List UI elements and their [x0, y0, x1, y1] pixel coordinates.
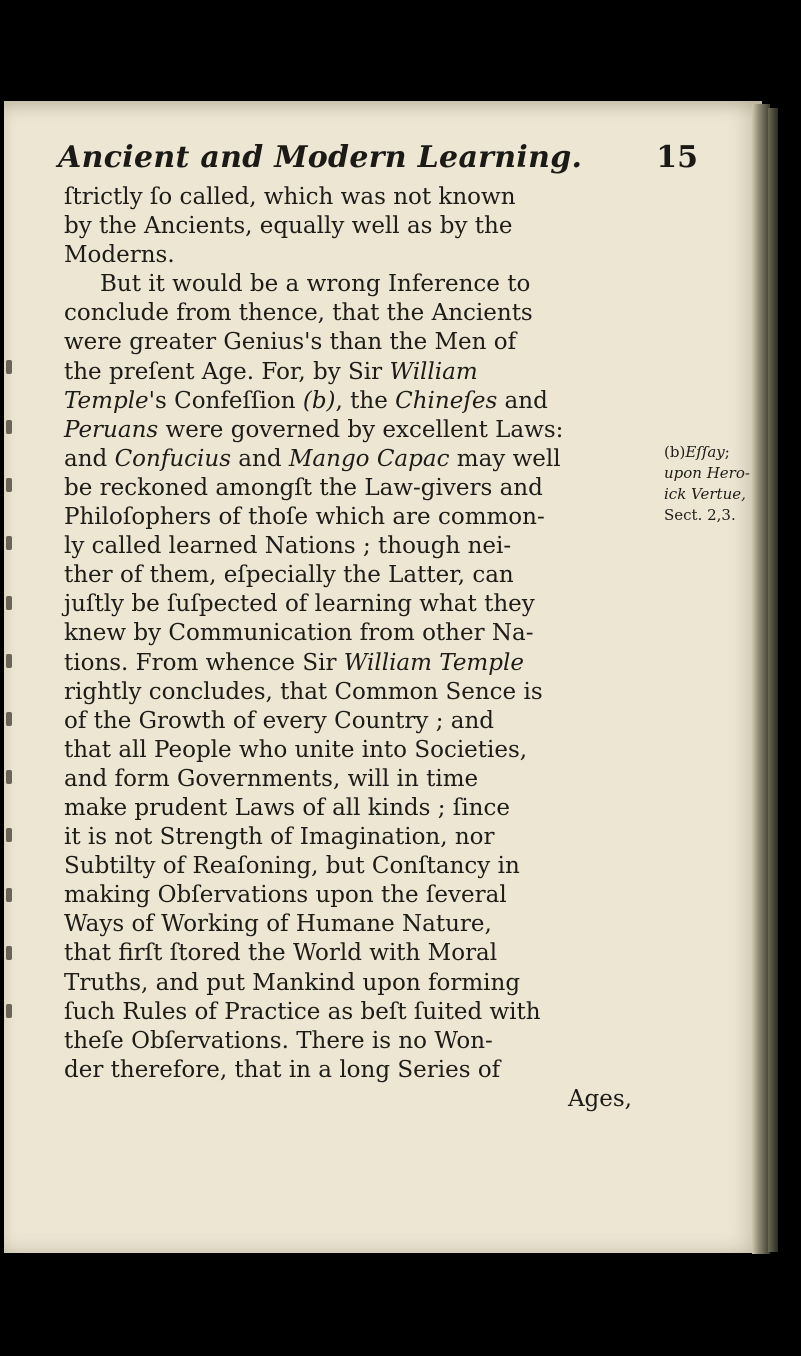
- text-line: Ways of Working of Humane Nature,: [64, 911, 492, 938]
- text-run: and: [231, 445, 289, 472]
- catchword: Ages,: [567, 1085, 632, 1112]
- text-line: [64, 445, 672, 474]
- gutter-shadow-marks: [4, 360, 18, 1060]
- margin-note: [664, 442, 754, 526]
- text-line: theſe Obſervations. There is no Won-: [64, 1027, 493, 1054]
- footnote-ref: (b): [302, 387, 336, 414]
- italic-name: William Temple: [343, 649, 524, 676]
- margin-punct: ;: [724, 443, 730, 461]
- text-line: der therefore, that in a long Series of: [64, 1056, 501, 1083]
- text-line: [64, 416, 672, 445]
- text-line: it is not Strength of Imagination, nor: [64, 824, 495, 851]
- text-line: [64, 387, 672, 416]
- text-line: that all People who unite into Societies,: [64, 736, 528, 763]
- margin-mark: (b): [664, 443, 686, 461]
- text-line: [64, 649, 672, 678]
- page-number: 15: [656, 140, 698, 175]
- text-run: the preſent Age. For, by Sir: [64, 358, 390, 385]
- text-line: make prudent Laws of all kinds ; ſince: [64, 794, 510, 821]
- margin-note-line: upon Hero-: [664, 464, 750, 482]
- text-line: ther of them, eſpecially the Latter, can: [64, 562, 514, 589]
- italic-name: Confucius: [114, 445, 231, 472]
- margin-note-line: [664, 442, 754, 463]
- text-run: 's Confeſſion: [148, 387, 303, 414]
- text-line: by the Ancients, equally well as by the: [64, 213, 513, 240]
- text-line: juſtly be ſuſpected of learning what they: [64, 591, 535, 618]
- margin-note-line: ick Vertue,: [664, 485, 746, 503]
- text-run: and: [497, 387, 548, 414]
- margin-note-line: Sect. 2,3.: [664, 506, 736, 524]
- text-line: rightly concludes, that Common Sence is: [64, 678, 543, 705]
- italic-name: Mango Capac: [288, 445, 450, 472]
- text-line: ſuch Rules of Practice as beſt ſuited with: [64, 998, 541, 1025]
- text-line: of the Growth of every Country ; and: [64, 707, 495, 734]
- italic-name: Chineſes: [395, 387, 498, 414]
- text-line: ly called learned Nations ; though nei-: [64, 533, 512, 560]
- text-line: Truths, and put Mankind upon forming: [64, 969, 521, 996]
- text-line: Subtilty of Reaſoning, but Conſtancy in: [64, 853, 520, 880]
- italic-name: Temple: [64, 387, 149, 414]
- text-line: and form Governments, will in time: [64, 765, 479, 792]
- text-line: [64, 358, 672, 387]
- body-text: [64, 183, 672, 1114]
- text-line: Moderns.: [64, 242, 175, 269]
- text-line: conclude from thence, that the Ancients: [64, 300, 533, 327]
- text-run: tions. From whence Sir: [64, 649, 344, 676]
- italic-name: Peruans: [64, 416, 159, 443]
- text-run: were governed by excellent Laws:: [158, 416, 564, 443]
- text-line: be reckoned amongſt the Law-givers and: [64, 474, 543, 501]
- text-run: may well: [449, 445, 561, 472]
- text-run: , the: [335, 387, 396, 414]
- text-line: But it would be a wrong Inference to: [100, 271, 531, 298]
- page-header: [58, 140, 698, 188]
- margin-title: Eſſay: [685, 443, 725, 461]
- text-line: ſtrictly ſo called, which was not known: [64, 184, 516, 210]
- text-run: and: [64, 445, 115, 472]
- text-line: that firſt ſtored the World with Moral: [64, 940, 498, 967]
- italic-name: William: [389, 358, 478, 385]
- page-edge-shadow: [768, 108, 778, 1252]
- text-line: knew by Communication from other Na-: [64, 620, 534, 647]
- text-line: were greater Genius's than the Men of: [64, 329, 517, 356]
- text-line: making Obſervations upon the ſeveral: [64, 882, 507, 909]
- running-title: Ancient and Modern Learning.: [58, 140, 583, 175]
- text-line: Philoſophers of thoſe which are common-: [64, 504, 545, 531]
